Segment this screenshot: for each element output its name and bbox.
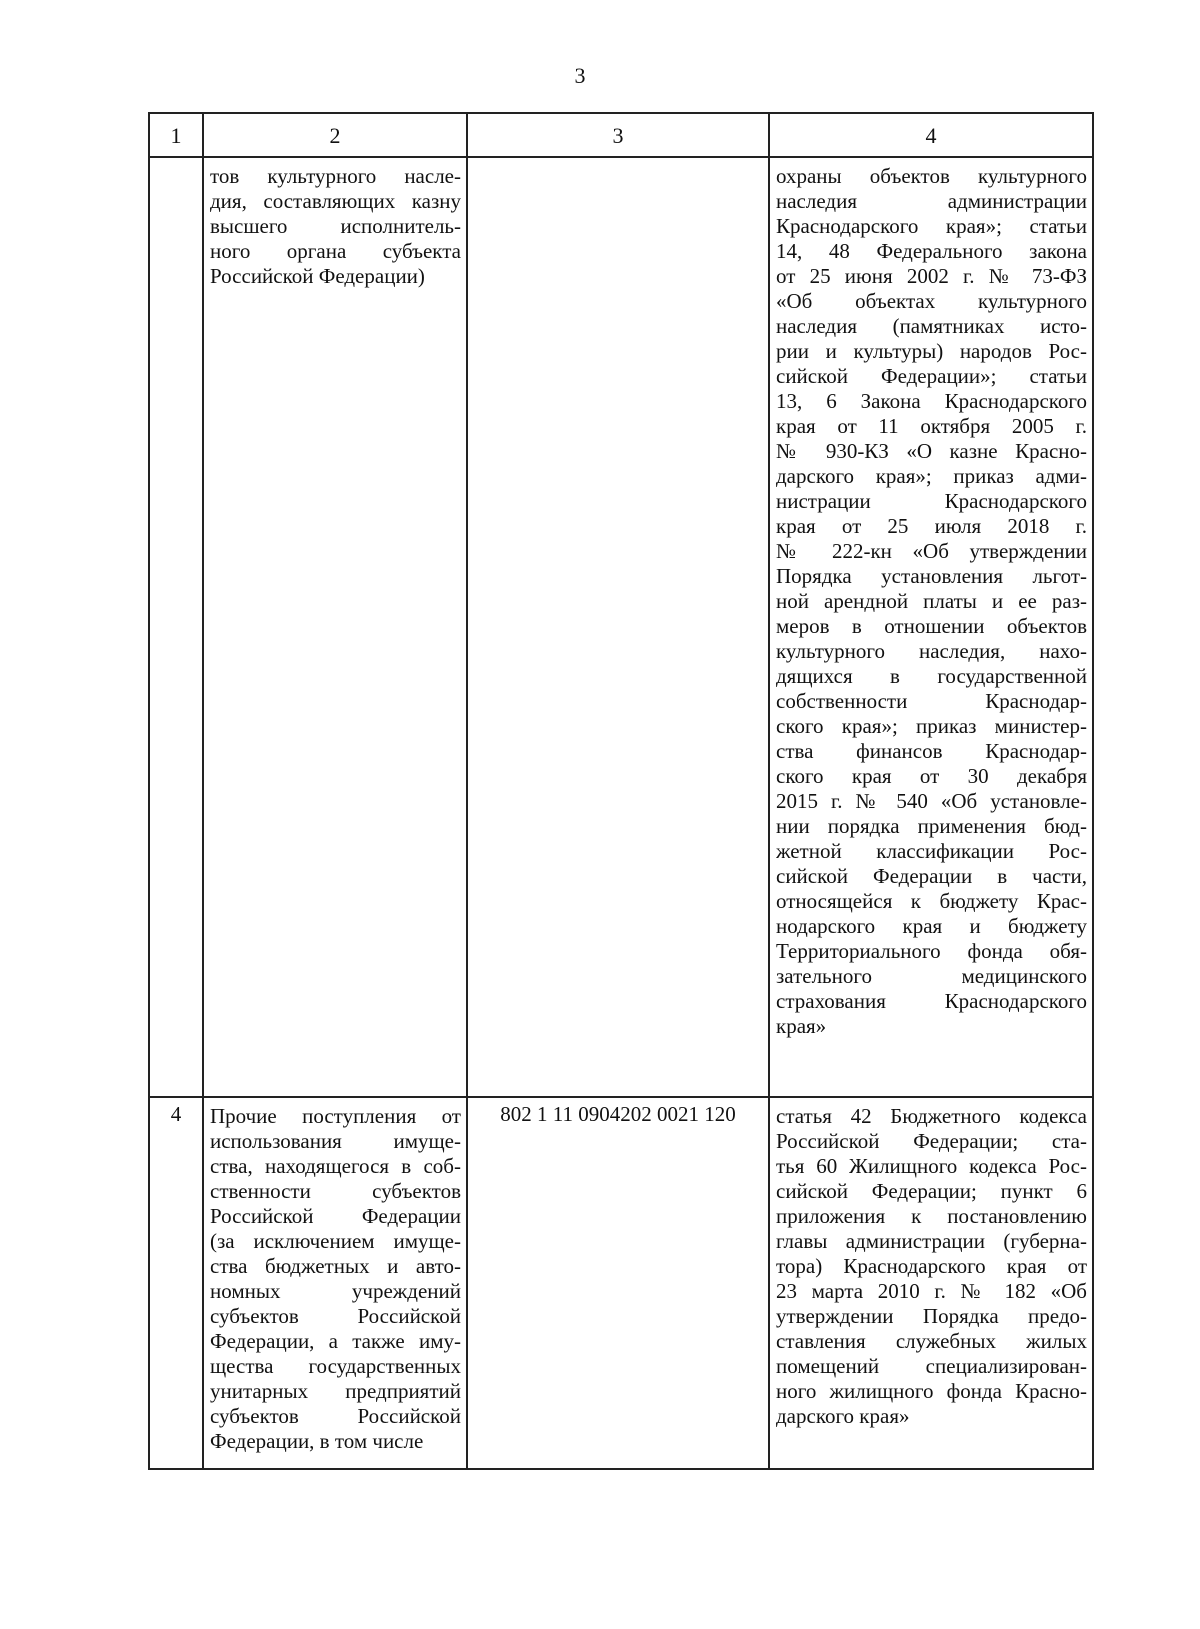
text-line: дящихся в государственной xyxy=(776,664,1087,688)
legal-basis-cell xyxy=(769,1097,1093,1469)
text-line: использования имуще- xyxy=(210,1129,461,1153)
header-col-3: 3 xyxy=(467,113,769,157)
text-line: страхования Краснодарского xyxy=(776,989,1087,1013)
text-line: Российской Федерации; ста- xyxy=(776,1129,1087,1153)
header-col-1: 1 xyxy=(149,113,203,157)
text-line: ства, находящегося в соб- xyxy=(210,1154,461,1178)
text-line: Прочие поступления от xyxy=(210,1104,461,1128)
text-line: ного жилищного фонда Красно- xyxy=(776,1379,1087,1403)
text-line: меров в отношении объектов xyxy=(776,614,1087,638)
text-line: субъектов Российской xyxy=(210,1404,461,1428)
text-line: главы администрации (губерна- xyxy=(776,1229,1087,1253)
text-line: ного органа субъекта xyxy=(210,239,461,263)
text-line: ственности субъектов xyxy=(210,1179,461,1203)
text-line: охраны объектов культурного xyxy=(776,164,1087,188)
text-line: относящейся к бюджету Крас- xyxy=(776,889,1087,913)
text-line: 13, 6 Закона Краснодарского xyxy=(776,389,1087,413)
text-line: помещений специализирован- xyxy=(776,1354,1087,1378)
text-line: 23 марта 2010 г. № 182 «Об xyxy=(776,1279,1087,1303)
text-line: зательного медицинского xyxy=(776,964,1087,988)
revenue-name-cell xyxy=(203,157,467,1097)
table-row xyxy=(149,157,1093,1097)
text-line: утверждении Порядка предо- xyxy=(776,1304,1087,1328)
text-line: номных учреждений xyxy=(210,1279,461,1303)
text-line: Федерации, а также иму- xyxy=(210,1329,461,1353)
text-line: субъектов Российской xyxy=(210,1304,461,1328)
text-line: «Об объектах культурного xyxy=(776,289,1087,313)
row-number: 4 xyxy=(149,1097,203,1469)
text-line: ского края»; приказ министер- xyxy=(776,714,1087,738)
text-line: (за исключением имуще- xyxy=(210,1229,461,1253)
text-line: ского края от 30 декабря xyxy=(776,764,1087,788)
text-line: рии и культуры) народов Рос- xyxy=(776,339,1087,363)
text-line: нистрации Краснодарского xyxy=(776,489,1087,513)
row-number xyxy=(149,157,203,1097)
text-line: собственности Краснодар- xyxy=(776,689,1087,713)
revenue-table xyxy=(148,112,1094,1470)
text-line: дарского края» xyxy=(776,1404,910,1428)
text-line: 14, 48 Федерального закона xyxy=(776,239,1087,263)
text-line: тора) Краснодарского края от xyxy=(776,1254,1087,1278)
text-line: от 25 июня 2002 г. № 73-ФЗ xyxy=(776,264,1087,288)
budget-code-cell xyxy=(467,157,769,1097)
legal-basis-cell xyxy=(769,157,1093,1097)
revenue-name-cell xyxy=(203,1097,467,1469)
text-line: ства бюджетных и авто- xyxy=(210,1254,461,1278)
text-line: края от 25 июля 2018 г. xyxy=(776,514,1087,538)
text-line: Российской Федерации xyxy=(210,1204,461,1228)
text-line: края» xyxy=(776,1014,827,1038)
text-line: № 222-кн «Об утверждении xyxy=(776,539,1087,563)
text-line: № 930-КЗ «О казне Красно- xyxy=(776,439,1087,463)
text-line: нии порядка применения бюд- xyxy=(776,814,1087,838)
text-line: Территориального фонда обя- xyxy=(776,939,1087,963)
text-line: Российской Федерации) xyxy=(210,264,425,288)
text-line: края от 11 октября 2005 г. xyxy=(776,414,1087,438)
table-row xyxy=(149,1097,1093,1469)
text-line: ной арендной платы и ее раз- xyxy=(776,589,1087,613)
text-line: тов культурного насле- xyxy=(210,164,461,188)
text-line: 2015 г. № 540 «Об установле- xyxy=(776,789,1087,813)
table-header-row xyxy=(149,113,1093,157)
text-line: дия, составляющих казну xyxy=(210,189,461,213)
text-line: жетной классификации Рос- xyxy=(776,839,1087,863)
text-line: статья 42 Бюджетного кодекса xyxy=(776,1104,1087,1128)
text-line: ства финансов Краснодар- xyxy=(776,739,1087,763)
text-line: нодарского края и бюджету xyxy=(776,914,1087,938)
text-line: наследия администрации xyxy=(776,189,1087,213)
text-line: Федерации, в том числе xyxy=(210,1429,424,1453)
page-number: 3 xyxy=(574,63,586,88)
text-line: наследия (памятниках исто- xyxy=(776,314,1087,338)
header-col-4: 4 xyxy=(769,113,1093,157)
text-line: культурного наследия, нахо- xyxy=(776,639,1087,663)
text-line: тья 60 Жилищного кодекса Рос- xyxy=(776,1154,1087,1178)
text-line: унитарных предприятий xyxy=(210,1379,461,1403)
budget-code-cell: 802 1 11 0904202 0021 120 xyxy=(467,1097,769,1469)
text-line: приложения к постановлению xyxy=(776,1204,1087,1228)
text-line: сийской Федерации в части, xyxy=(776,864,1087,888)
text-line: щества государственных xyxy=(210,1354,461,1378)
text-line: высшего исполнитель- xyxy=(210,214,461,238)
text-line: сийской Федерации; пункт 6 xyxy=(776,1179,1087,1203)
header-col-2: 2 xyxy=(203,113,467,157)
text-line: ставления служебных жилых xyxy=(776,1329,1087,1353)
text-line: сийской Федерации»; статьи xyxy=(776,364,1087,388)
text-line: Краснодарского края»; статьи xyxy=(776,214,1087,238)
text-line: Порядка установления льгот- xyxy=(776,564,1087,588)
text-line: дарского края»; приказ адми- xyxy=(776,464,1087,488)
